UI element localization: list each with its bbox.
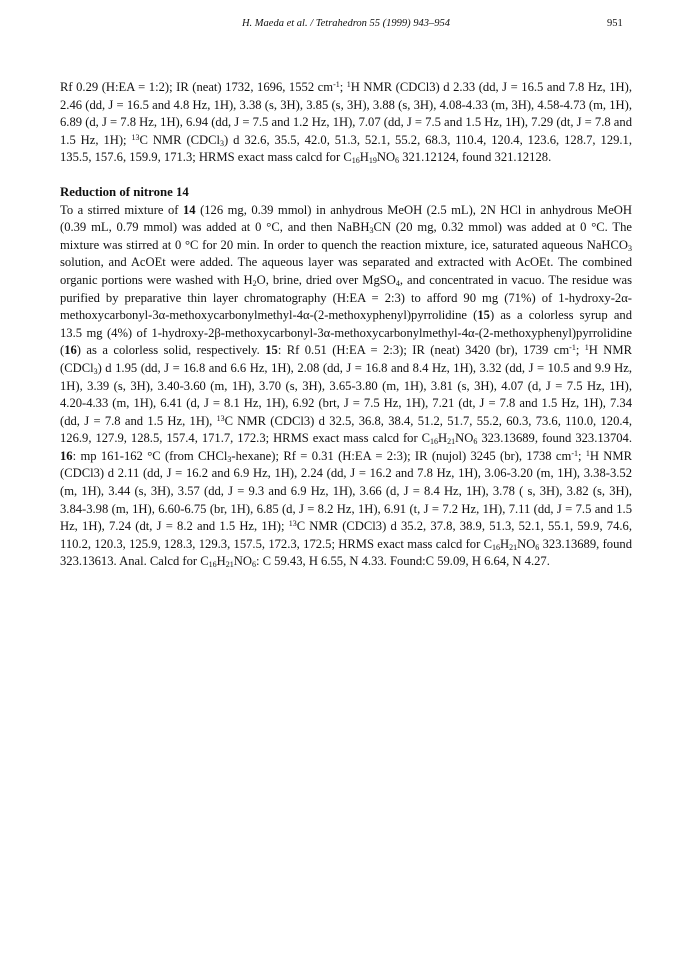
paragraph-text: Rf 0.29 (H:EA = 1:2); IR (neat) 1732, 1696, 1552 $cm^{-1}$; $^1$H NMR (CDCl3) d 2.33 (dd, J = 16.5 and 7.8 Hz, 1H), 2.46 (dd, J = 16.5 and 4.8 Hz, 1H), 3.38 (s, 3H), 3.85 (s, 3H), 3.88 (s, 3H), 4.08-4.33 (m, 3H), 4.58-4.73 (m, 1H), 6.89 (d, J = 7.8 Hz, 1H), 6.94 (dd, J = 7.5 and 1.2 Hz, 1H), 7.07 (dd, J = 7.5 and 1.5 Hz, 1H), 7.29 (dt, J = 7.8 and 1.5 Hz, 1H); $^{13}$C NMR (CDCl$_3$) d 32.6, 35.5, 42.0, 51.3, 52.1, 55.2, 68.3, 110.4, 120.4, 123.6, 128.7, 129.1, 135.5, 157.6, 159.9, 171.3; HRMS exact mass calcd for $C_{16}H_{19}NO_6$ 321.12124, found 321.12128. <box>60 80 633 166</box>
running-head-title: H. Maeda et al. / Tetrahedron 55 (1999) 943–954 <box>241 18 451 29</box>
running-head <box>0 18 692 34</box>
article-body <box>60 79 632 571</box>
procedure-paragraph <box>60 202 632 571</box>
characterization-paragraph <box>60 79 632 167</box>
section-heading: Reduction of nitrone 14 <box>60 184 189 199</box>
paragraph-text: To a stirred mixture of 14 (126 mg, 0.39 mmol) in anhydrous MeOH (2.5 mL), 2N HCl in anhydrous MeOH (0.39 mL, 0.79 mmol) was added at 0 °C, and then NaBH$_3$CN (20 mg, 0.32 mmol) was added at 0 °C. The mixture was stirred at 0 °C for 20 min. In order to quench the reaction mixture, ice, saturated aqueous NaHCO$_3$ solution, and AcOEt were added. The aqueous layer was separated and extracted with AcOEt. The combined organic portions were washed with $H_2O$, brine, dried over MgSO$_4$, and concentrated in vacuo. The residue was purified by preparative thin layer chromatography (H:EA = 2:3) to afford 90 mg (71%) of 1-hydroxy-2α-methoxycarbonyl-3α-methoxycarbonylmethyl-4α-(2-methoxyphenyl)pyrrolidine (15) as a colorless syrup and 13.5 mg (4%) of 1-hydroxy-2β-methoxycarbonyl-3α-methoxycarbonylmethyl-4α-(2-methoxyphenyl)pyrrolidine (16) as a colorless solid, respectively. 15: Rf 0.51 (H:EA = 2:3); IR (neat) 3420 (br), 1739 $cm^{-1}$; $^1$H NMR (CDCl$_3$) d 1.95 (dd, J = 16.8 and 6.6 Hz, 1H), 2.08 (dd, J = 16.8 and 8.4 Hz, 1H), 3.32 (dd, J = 10.5 and 9.9 Hz, 1H), 3.39 (s, 3H), 3.40-3.60 (m, 1H), 3.70 (s, 3H), 3.65-3.80 (m, 1H), 3.81 (s, 3H), 4.07 (d, J = 7.5 Hz, 1H), 4.20-4.33 (m, 1H), 6.41 (d, J = 8.1 Hz, 1H), 6.92 (brt, J = 7.5 Hz, 1H), 7.21 (dt, J = 7.8 and 1.5 Hz, 1H), 7.34 (dd, J = 7.8 and 1.5 Hz, 1H), $^{13}$C NMR (CDCl3) d 32.5, 36.8, 38.4, 51.2, 51.7, 55.2, 60.3, 73.6, 110.0, 120.4, 126.9, 127.9, 128.5, 157.4, 171.7, 172.3; HRMS exact mass calcd for $C_{16}H_{21}NO_6$ 323.13689, found 323.13704. 16: mp 161-162 °C (from CHCl$_3$-hexane); Rf = 0.31 (H:EA = 2:3); IR (nujol) 3245 (br), 1738 $cm^{-1}$; $^1$H NMR (CDCl3) d 2.11 (dd, J = 16.2 and 6.9 Hz, 1H), 2.24 (dd, J = 16.2 and 7.8 Hz, 1H), 3.06-3.20 (m, 1H), 3.38-3.52 (m, 1H), 3.44 (s, 3H), 3.57 (dd, J = 9.3 and 6.9 Hz, 1H), 3.66 (d, J = 8.4 Hz, 1H), 3.78 ( s, 3H), 3.82 (s, 3H), 3.84-3.98 (m, 1H), 6.60-6.75 (br, 1H), 6.85 (d, J = 8.2 Hz, 1H), 6.91 (t, J = 7.2 Hz, 1H), 7.11 (dd, J = 7.5 and 1.5 Hz, 1H), 7.24 (dt, J = 8.2 and 1.5 Hz, 1H); $^{13}$C NMR (CDCl3) d 35.2, 37.8, 38.9, 51.3, 52.1, 55.1, 59.9, 74.6, 110.2, 120.3, 125.9, 128.3, 129.3, 157.5, 172.3, 172.5; HRMS exact mass calcd for $C_{16}H_{21}NO_6$ 323.13689, found 323.13613. Anal. Calcd for $C_{16}H_{21}NO_6$: C 59.43, H 6.55, N 4.33. Found:C 59.09, H 6.64, N 4.27. <box>60 202 633 570</box>
page-number: 951 <box>607 18 623 29</box>
